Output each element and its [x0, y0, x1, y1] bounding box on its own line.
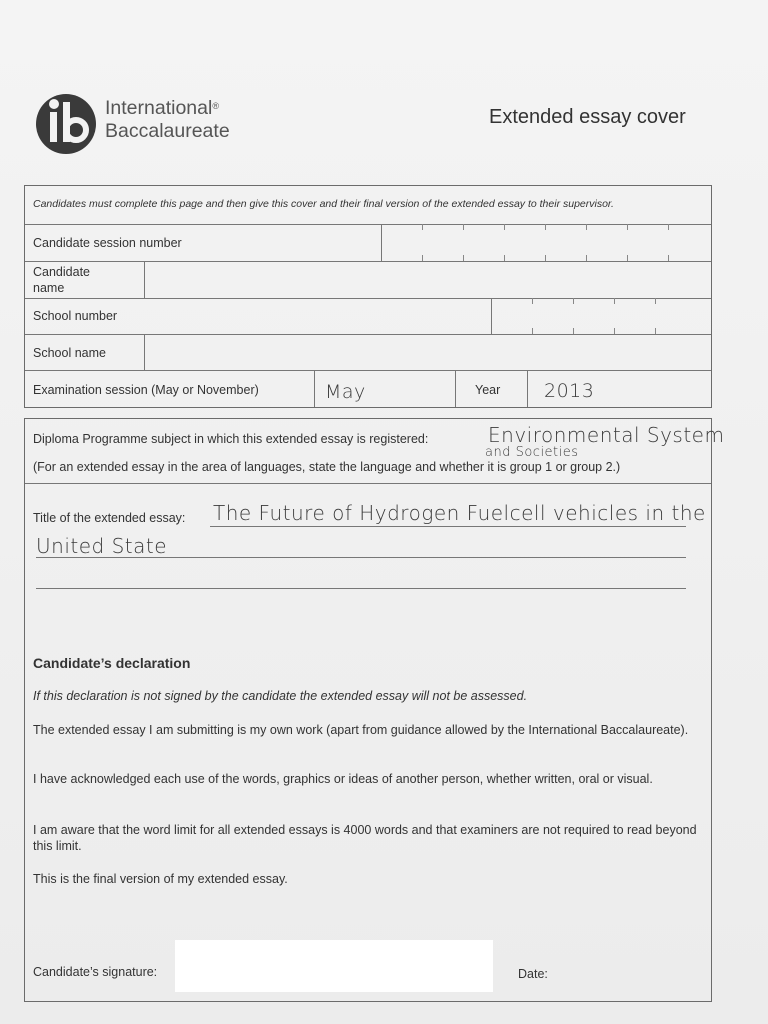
digit-tick	[573, 328, 574, 334]
exam-session-label: Examination session (May or November)	[33, 383, 259, 397]
digit-tick	[627, 255, 628, 261]
digit-tick	[627, 224, 628, 230]
date-field[interactable]	[556, 955, 706, 989]
divider	[144, 334, 145, 370]
divider	[25, 370, 711, 371]
school-name-label: School name	[33, 346, 106, 360]
digit-tick	[586, 255, 587, 261]
title-rule	[210, 526, 686, 527]
declaration-paragraph-3: I am aware that the word limit for all extended essays is 4000 words and that examiners are not required to read beyond this limit.	[33, 823, 697, 853]
digit-tick	[573, 298, 574, 304]
digit-tick	[532, 298, 533, 304]
digit-tick	[586, 224, 587, 230]
ib-logo	[34, 92, 98, 156]
divider	[527, 370, 528, 407]
divider	[455, 370, 456, 407]
digit-tick	[422, 255, 423, 261]
digit-tick	[463, 224, 464, 230]
digit-tick	[504, 255, 505, 261]
essay-title-line-2[interactable]: United State	[36, 534, 168, 558]
school-name-field[interactable]	[146, 335, 710, 369]
essay-title-line-1[interactable]: The Future of Hydrogen Fuelcell vehicles in the	[213, 501, 706, 525]
signature-label: Candidate’s signature:	[33, 965, 158, 979]
instruction-text: Candidates must complete this page and then give this cover and their final version of the extended essay to their supervisor.	[33, 198, 614, 210]
candidate-session-number-field[interactable]	[382, 225, 710, 260]
registered-mark: ®	[212, 101, 219, 111]
subject-value-line-1[interactable]: Environmental System	[488, 423, 725, 447]
year-label: Year	[475, 383, 501, 397]
digit-tick	[545, 224, 546, 230]
candidate-name-field[interactable]	[146, 262, 710, 297]
date-label: Date:	[518, 967, 548, 981]
divider	[25, 483, 711, 484]
page-title: Extended essay cover	[489, 106, 686, 128]
digit-tick	[532, 328, 533, 334]
essay-title-label: Title of the extended essay:	[33, 511, 186, 525]
divider	[144, 261, 145, 298]
candidate-session-number-label: Candidate session number	[33, 236, 182, 250]
year-value[interactable]: 2013	[544, 380, 595, 402]
digit-tick	[422, 224, 423, 230]
declaration-paragraph-4: This is the final version of my extended essay.	[33, 872, 288, 886]
school-number-field[interactable]	[492, 299, 710, 333]
digit-tick	[545, 255, 546, 261]
digit-tick	[655, 328, 656, 334]
subject-label: Diploma Programme subject in which this extended essay is registered:	[33, 432, 429, 446]
digit-tick	[504, 224, 505, 230]
digit-tick	[463, 255, 464, 261]
declaration-paragraph-2: I have acknowledged each use of the words, graphics or ideas of another person, whether written, oral or visual.	[33, 772, 653, 786]
candidate-name-label: Candidate name	[33, 265, 90, 295]
digit-tick	[614, 298, 615, 304]
language-note: (For an extended essay in the area of languages, state the language and whether it is group 1 or group 2.)	[33, 460, 621, 474]
digit-tick	[614, 328, 615, 334]
school-number-label: School number	[33, 309, 118, 323]
title-rule	[36, 588, 686, 589]
digit-tick	[668, 255, 669, 261]
divider	[314, 370, 315, 407]
digit-tick	[668, 224, 669, 230]
declaration-warning: If this declaration is not signed by the candidate the extended essay will not be assessed.	[33, 689, 528, 703]
subject-value-line-2[interactable]: and Societies	[485, 445, 579, 460]
brand-line-2: Baccalaureate	[105, 120, 230, 142]
brand-name	[105, 97, 230, 143]
brand-line-1: International	[105, 97, 213, 119]
title-rule	[36, 557, 686, 558]
declaration-paragraph-1: The extended essay I am submitting is my own work (apart from guidance allowed by the International Baccalaureate).	[33, 723, 689, 737]
exam-session-value[interactable]: May	[325, 381, 366, 403]
signature-field[interactable]	[175, 940, 493, 992]
digit-tick	[655, 298, 656, 304]
declaration-heading: Candidate’s declaration	[33, 655, 191, 671]
